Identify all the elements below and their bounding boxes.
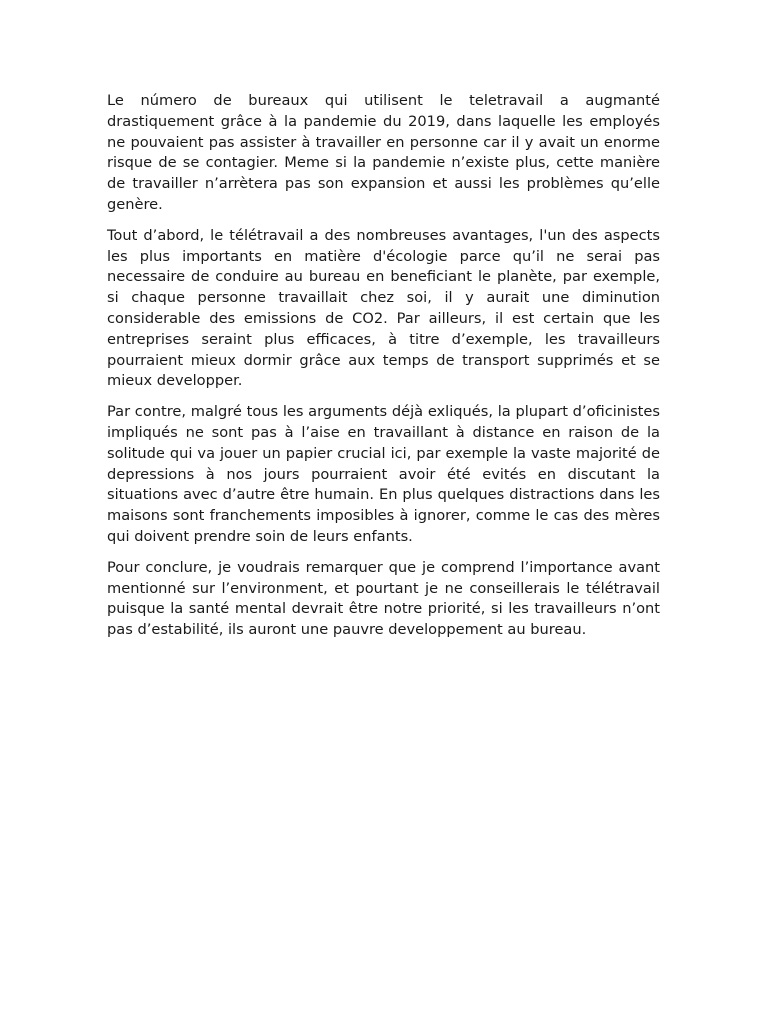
paragraph-conclusion: Pour conclure, je voudrais remarquer que je comprend l’importance avant mentionné sur l’environment, et pourtant je ne conseillerais le télétravail puisque la santé mental devrait être notre priorité, si les travailleurs n’ont pas d’estabilité, ils auront une pauvre developpement au bureau. [107, 558, 660, 639]
document-body [107, 91, 660, 651]
paragraph-advantages: Tout d’abord, le télétravail a des nombreuses avantages, l'un des aspects les plus importants en matière d'écologie parce qu’il ne serai pas necessaire de conduire au bureau en beneficiant le planète, par exemple, si chaque personne travaillait chez soi, il y aurait une diminution considerable des emissions de CO2. Par ailleurs, il est certain que les entreprises seraint plus efficaces, à titre d’exemple, les travailleurs pourraient mieux dormir grâce aux temps de transport supprimés et se mieux developper. [107, 226, 660, 390]
paragraph-introduction: Le número de bureaux qui utilisent le teletravail a augmanté drastiquement grâce à la pandemie du 2019, dans laquelle les employés ne pouvaient pas assister à travailler en personne car il y avait un enorme risque de se contagier. Meme si la pandemie n’existe plus, cette manière de travailler n’arrètera pas son expansion et aussi les problèmes qu’elle genère. [107, 92, 660, 213]
paragraph-disadvantages: Par contre, malgré tous les arguments déjà exliqués, la plupart d’oficinistes impliqués ne sont pas à l’aise en travaillant à distance en raison de la solitude qui va jouer un papier crucial ici, par exemple la vaste majorité de depressions à nos jours pourraient avoir été evités en discutant la situations avec d’autre être humain. En plus quelques distractions dans les maisons sont franchements imposibles à ignorer, comme le cas des mères qui doivent prendre soin de leurs enfants. [107, 403, 660, 545]
